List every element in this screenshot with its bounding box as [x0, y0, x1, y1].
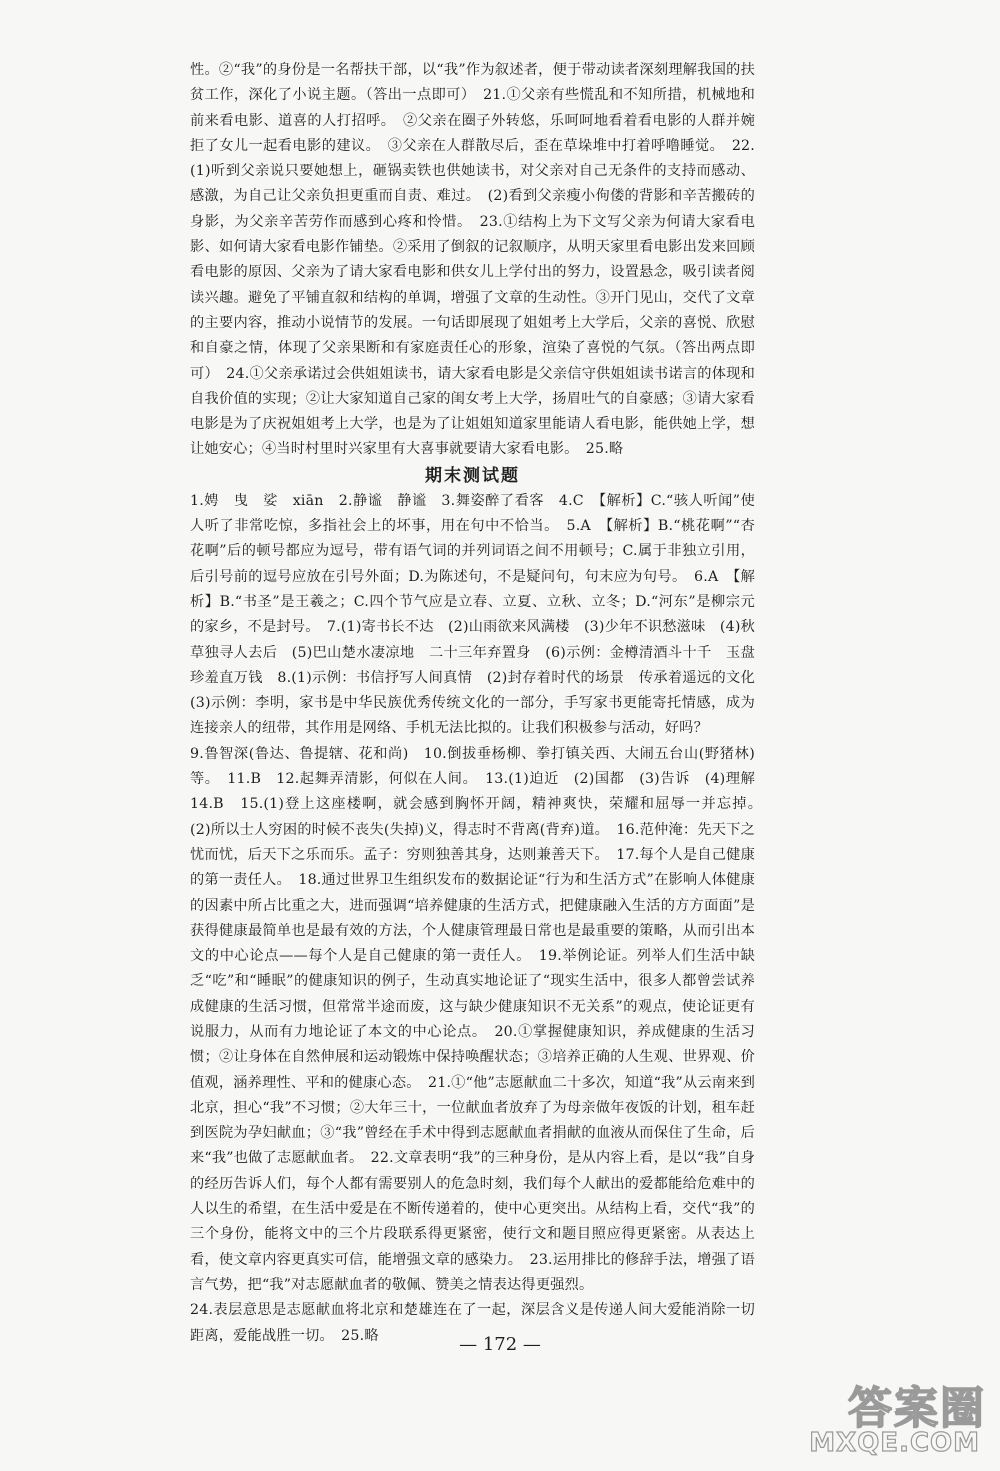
- continuation-paragraph: 性。②“我”的身份是一名帮扶干部，以“我”作为叙述者，便于带动读者深刻理解我国的扶贫工作，深化了小说主题。（答出一点即可） 21.①父亲有些慌乱和不知所措，机械地和前来看电影、道喜的人打招呼。 ②父亲在圈子外转悠，乐呵呵地看着看电影的人群并婉拒了女儿一起看电影的建议。 ③父亲在人群散尽后，歪在草垛堆中打着呼噜睡觉。 22.(1)听到父亲说只要她想上，砸锅卖铁也供她读书，对父亲对自己无条件的支持而感动、感激，为自己让父亲负担更重而自责、难过。 (2)看到父亲瘦小佝偻的背影和辛苦搬砖的身影，为父亲辛苦劳作而感到心疼和怜惜。 23.①结构上为下文写父亲为何请大家看电影、如何请大家看电影作铺垫。②采用了倒叙的记叙顺序，从明天家里看电影出发来回顾看电影的原因、父亲为了请大家看电影和供女儿上学付出的努力，设置悬念，吸引读者阅读兴趣。避免了平铺直叙和结构的单调，增强了文章的生动性。③开门见山，交代了文章的主要内容，推动小说情节的发展。一句话即展现了姐姐考上大学后，父亲的喜悦、欣慰和自豪之情，体现了父亲果断和有家庭责任心的形象，渲染了喜悦的气氛。（答出两点即可） 24.①父亲承诺过会供姐姐读书，请大家看电影是父亲信守供姐姐读书诺言的体现和自我价值的实现；②让大家知道自己家的闺女考上大学，扬眉吐气的自豪感；③请大家看电影是为了庆祝姐姐考上大学，也是为了让姐姐知道家里能请人看电影，能供她上学，想让她安心；④当时村里时兴家里有大喜事就要请大家看电影。 25.略: [190, 62, 755, 458]
- answers-paragraph: 1.娉 曳 娑 xiān 2.静谧 静谧 3.舞姿醉了看客 4.C 【解析】C.“骇人听闻”使人听了非常吃惊，多指社会上的坏事，用在句中不恰当。 5.A 【解析】B.“桃花啊”“杏花啊”后的顿号都应为逗号，带有语气词的并列词语之间不用顿号；C.属于非独立引用，后引号前的逗号应放在引号外面；D.为陈述句，不是疑问句，句末应为句号。 6.A 【解析】B.“书圣”是王羲之；C.四个节气应是立春、立夏、立秋、立冬；D.“河东”是柳宗元的家乡，不是封号。 7.(1)寄书长不达 (2)山雨欲来风满楼 (3)少年不识愁滋味 (4)秋草独寻人去后 (5)巴山楚水凄凉地 二十三年弃置身 (6)示例：金樽清酒斗十千 玉盘珍羞直万钱 8.(1)示例：书信抒写人间真情 (2)封存着时代的场景 传承着遥远的文化 (3)示例：李明，家书是中华民族优秀传统文化的一部分，手写家书更能寄托情感，成为连接亲人的纽带，其作用是网络、手机无法比拟的。让我们积极参与活动，好吗？ 9.鲁智深(鲁达、鲁提辖、花和尚) 10.倒拔垂杨柳、拳打镇关西、大闹五台山(野猪林)等。 11.B 12.起舞弄清影，何似在人间。 13.(1)迫近 (2)国都 (3)告诉 (4)理解 14.B 15.(1)登上这座楼啊，就会感到胸怀开阔，精神爽快，荣耀和屈辱一并忘掉。 (2)所以士人穷困的时候不丧失(失掉)义，得志时不背离(背弃)道。 16.范仲淹：先天下之忧而忧，后天下之乐而乐。孟子：穷则独善其身，达则兼善天下。 17.每个人是自己健康的第一责任人。 18.通过世界卫生组织发布的数据论证“行为和生活方式”在影响人体健康的因素中所占比重之大，进而强调“培养健康的生活方式，把健康融入生活的方方面面”是获得健康最简单也是最有效的方法，个人健康管理最日常也是最重要的策略，从而引出本文的中心论点——每个人是自己健康的第一责任人。 19.举例论证。列举人们生活中缺乏“吃”和“睡眠”的健康知识的例子，生动真实地论证了“现实生活中，很多人都曾尝试养成健康的生活习惯，但常常半途而废，这与缺少健康知识不无关系”的观点，使论证更有说服力，从而有力地论证了本文的中心论点。 20.①掌握健康知识，养成健康的生活习惯；②让身体在自然伸展和运动锻炼中保持唤醒状态；③培养正确的人生观、世界观、价值观，涵养理性、平和的健康心态。 21.①“他”志愿献血二十多次，知道“我”从云南来到北京，担心“我”不习惯；②大年三十，一位献血者放弃了为母亲做年夜饭的计划，租车赶到医院为孕妇献血；③“我”曾经在手术中得到志愿献血者捐献的血液从而保住了生命，后来“我”也做了志愿献血者。 22.文章表明“我”的三种身份，是从内容上看，是以“我”自身的经历告诉人们，每个人都有需要别人的危急时刻，我们每个人献出的爱都能给危难中的人以生的希望，在生活中爱是在不断传递着的，使中心更突出。从结构上看，交代“我”的三个身份，能将文中的三个片段联系得更紧密，使行文和题目照应得更紧密。从表达上看，使文章内容更真实可信，能增强文章的感染力。 23.运用排比的修辞手法，增强了语言气势，把“我”对志愿献血者的敬佩、赞美之情表达得更强烈。 24.表层意思是志愿献血将北京和楚雄连在了一起，深层含义是传递人间大爱能消除一切距离，爱能战胜一切。 25.略: [190, 492, 755, 1344]
- page-number: — 172 —: [459, 1334, 541, 1355]
- page-body: [190, 58, 755, 1349]
- watermark-logo: [811, 1372, 986, 1467]
- watermark-text-bottom: MXQE.COM: [809, 1428, 980, 1458]
- section-title: 期末测试题: [425, 465, 520, 486]
- watermark-text-top: 答案圈: [848, 1383, 986, 1434]
